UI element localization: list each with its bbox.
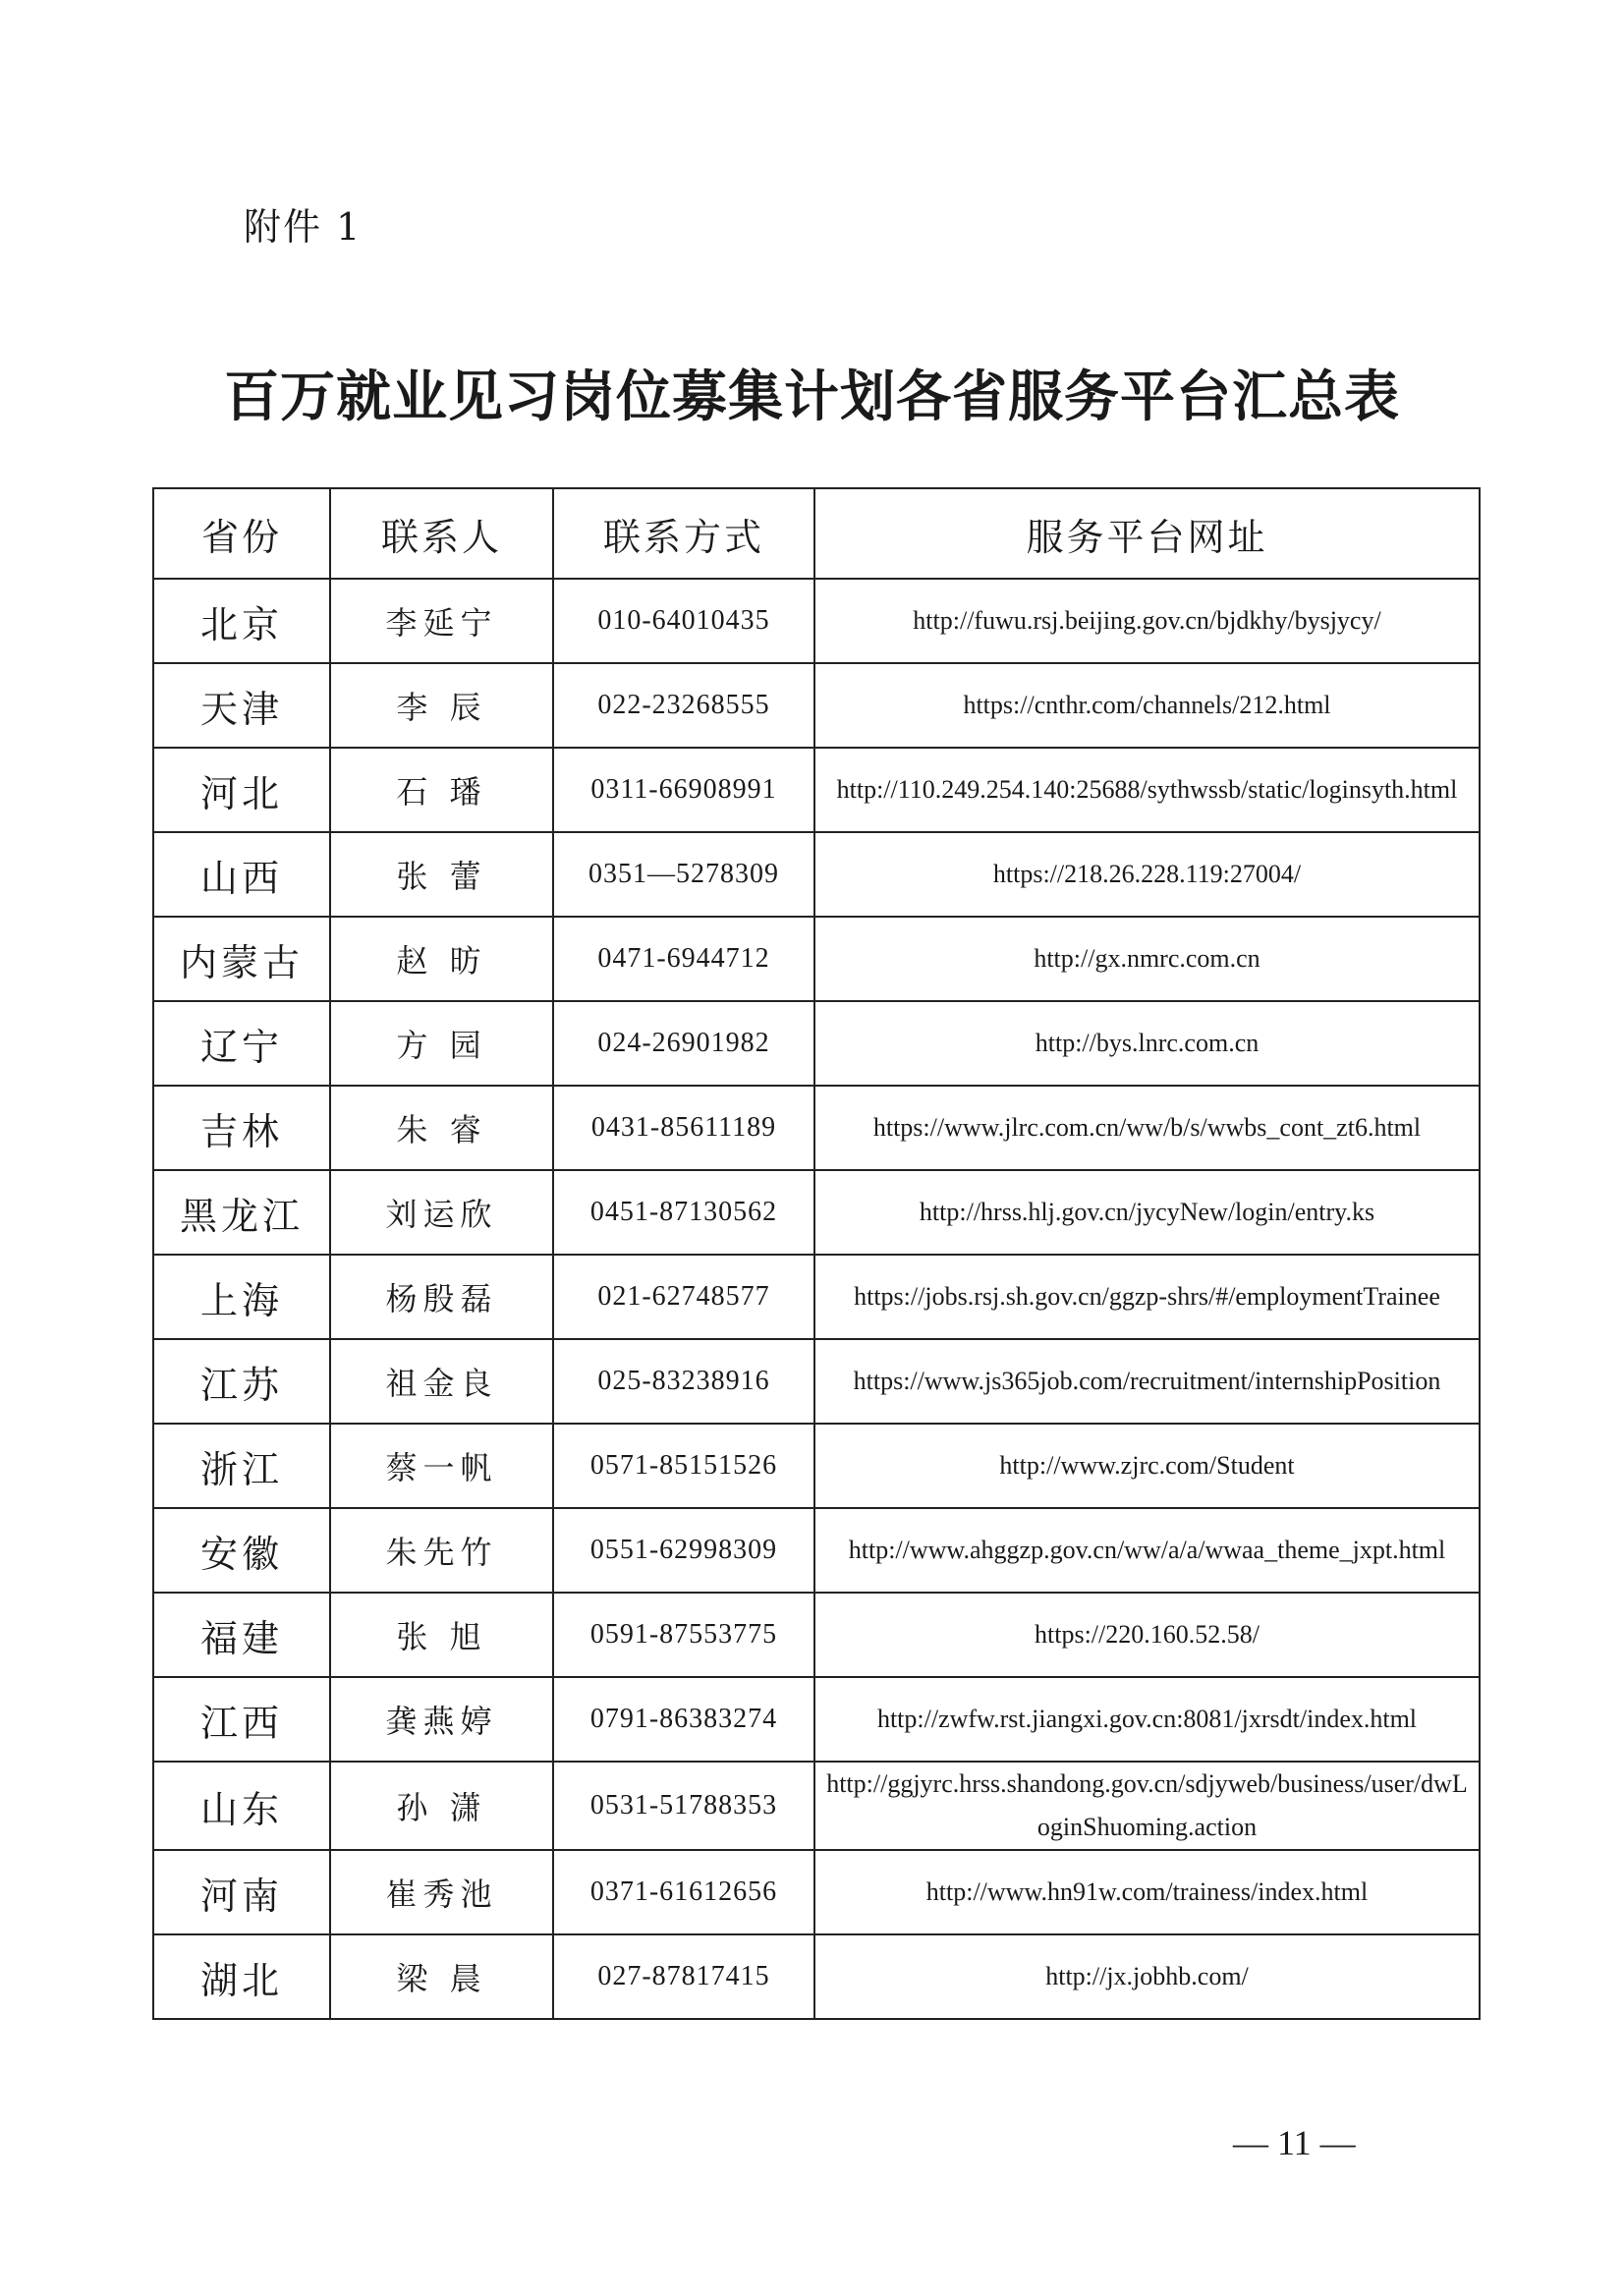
table-row [153, 1339, 1480, 1424]
phone-cell: 0431-85611189 [553, 1086, 814, 1170]
url-cell: http://gx.nmrc.com.cn [814, 917, 1480, 1001]
phone-cell: 0531-51788353 [553, 1762, 814, 1850]
phone-cell: 0311-66908991 [553, 748, 814, 832]
phone-cell: 010-64010435 [553, 579, 814, 663]
province-cell: 天津 [153, 663, 330, 748]
phone-cell: 0471-6944712 [553, 917, 814, 1001]
contact-cell: 祖金良 [330, 1339, 553, 1424]
contact-cell: 方 园 [330, 1001, 553, 1086]
table-row [153, 1934, 1480, 2019]
table-row [153, 917, 1480, 1001]
url-cell: http://fuwu.rsj.beijing.gov.cn/bjdkhy/bysjycy/ [814, 579, 1480, 663]
phone-cell: 0591-87553775 [553, 1593, 814, 1677]
contact-cell: 张 旭 [330, 1593, 553, 1677]
url-cell: http://hrss.hlj.gov.cn/jycyNew/login/entry.ks [814, 1170, 1480, 1255]
url-cell: http://www.hn91w.com/trainess/index.html [814, 1850, 1480, 1934]
platform-summary-table [152, 487, 1481, 2020]
table-row [153, 1593, 1480, 1677]
header-url: 服务平台网址 [814, 488, 1480, 579]
url-cell: https://220.160.52.58/ [814, 1593, 1480, 1677]
url-cell: http://110.249.254.140:25688/sythwssb/static/loginsyth.html [814, 748, 1480, 832]
url-cell: http://zwfw.rst.jiangxi.gov.cn:8081/jxrsdt/index.html [814, 1677, 1480, 1762]
province-cell: 江苏 [153, 1339, 330, 1424]
table-row [153, 1001, 1480, 1086]
url-cell: http://bys.lnrc.com.cn [814, 1001, 1480, 1086]
url-cell: https://jobs.rsj.sh.gov.cn/ggzp-shrs/#/employmentTrainee [814, 1255, 1480, 1339]
url-cell: http://jx.jobhb.com/ [814, 1934, 1480, 2019]
page-number: — 11 — [1233, 2123, 1356, 2162]
table-row [153, 579, 1480, 663]
province-cell: 上海 [153, 1255, 330, 1339]
province-cell: 河南 [153, 1850, 330, 1934]
phone-cell: 0371-61612656 [553, 1850, 814, 1934]
contact-cell: 赵 昉 [330, 917, 553, 1001]
phone-cell: 0791-86383274 [553, 1677, 814, 1762]
header-province: 省份 [153, 488, 330, 579]
province-cell: 安徽 [153, 1508, 330, 1593]
phone-cell: 022-23268555 [553, 663, 814, 748]
url-cell: https://www.js365job.com/recruitment/internshipPosition [814, 1339, 1480, 1424]
table-row [153, 1762, 1480, 1850]
contact-cell: 李延宁 [330, 579, 553, 663]
province-cell: 河北 [153, 748, 330, 832]
phone-cell: 024-26901982 [553, 1001, 814, 1086]
contact-cell: 龚燕婷 [330, 1677, 553, 1762]
url-cell: https://www.jlrc.com.cn/ww/b/s/wwbs_cont_zt6.html [814, 1086, 1480, 1170]
table-header-row [153, 488, 1480, 579]
table-row [153, 1255, 1480, 1339]
phone-cell: 027-87817415 [553, 1934, 814, 2019]
contact-cell: 杨殷磊 [330, 1255, 553, 1339]
url-cell: http://www.zjrc.com/Student [814, 1424, 1480, 1508]
contact-cell: 石 璠 [330, 748, 553, 832]
province-cell: 江西 [153, 1677, 330, 1762]
contact-cell: 朱先竹 [330, 1508, 553, 1593]
phone-cell: 0571-85151526 [553, 1424, 814, 1508]
phone-cell: 025-83238916 [553, 1339, 814, 1424]
contact-cell: 刘运欣 [330, 1170, 553, 1255]
province-cell: 浙江 [153, 1424, 330, 1508]
url-cell: http://www.ahggzp.gov.cn/ww/a/a/wwaa_theme_jxpt.html [814, 1508, 1480, 1593]
phone-cell: 0451-87130562 [553, 1170, 814, 1255]
table-row [153, 1086, 1480, 1170]
province-cell: 内蒙古 [153, 917, 330, 1001]
province-cell: 山东 [153, 1762, 330, 1850]
contact-cell: 孙 潇 [330, 1762, 553, 1850]
table-row [153, 1508, 1480, 1593]
header-contact: 联系人 [330, 488, 553, 579]
table-body [153, 579, 1480, 2019]
phone-cell: 0551-62998309 [553, 1508, 814, 1593]
url-cell: https://218.26.228.119:27004/ [814, 832, 1480, 917]
url-cell: http://ggjyrc.hrss.shandong.gov.cn/sdjyweb/business/user/dwLoginShuoming.action [814, 1762, 1480, 1850]
province-cell: 北京 [153, 579, 330, 663]
table-row [153, 1850, 1480, 1934]
table-row [153, 1677, 1480, 1762]
phone-cell: 0351—5278309 [553, 832, 814, 917]
table-row [153, 748, 1480, 832]
contact-cell: 李 辰 [330, 663, 553, 748]
province-cell: 辽宁 [153, 1001, 330, 1086]
province-cell: 山西 [153, 832, 330, 917]
province-cell: 黑龙江 [153, 1170, 330, 1255]
province-cell: 湖北 [153, 1934, 330, 2019]
document-title: 百万就业见习岗位募集计划各省服务平台汇总表 [224, 364, 1400, 429]
contact-cell: 蔡一帆 [330, 1424, 553, 1508]
url-cell: https://cnthr.com/channels/212.html [814, 663, 1480, 748]
table-row [153, 832, 1480, 917]
header-phone: 联系方式 [553, 488, 814, 579]
table-row [153, 1170, 1480, 1255]
contact-cell: 崔秀池 [330, 1850, 553, 1934]
province-cell: 福建 [153, 1593, 330, 1677]
contact-cell: 朱 睿 [330, 1086, 553, 1170]
contact-cell: 梁 晨 [330, 1934, 553, 2019]
phone-cell: 021-62748577 [553, 1255, 814, 1339]
province-cell: 吉林 [153, 1086, 330, 1170]
table-row [153, 663, 1480, 748]
contact-cell: 张 蕾 [330, 832, 553, 917]
attachment-label: 附件 1 [244, 205, 363, 249]
table-row [153, 1424, 1480, 1508]
